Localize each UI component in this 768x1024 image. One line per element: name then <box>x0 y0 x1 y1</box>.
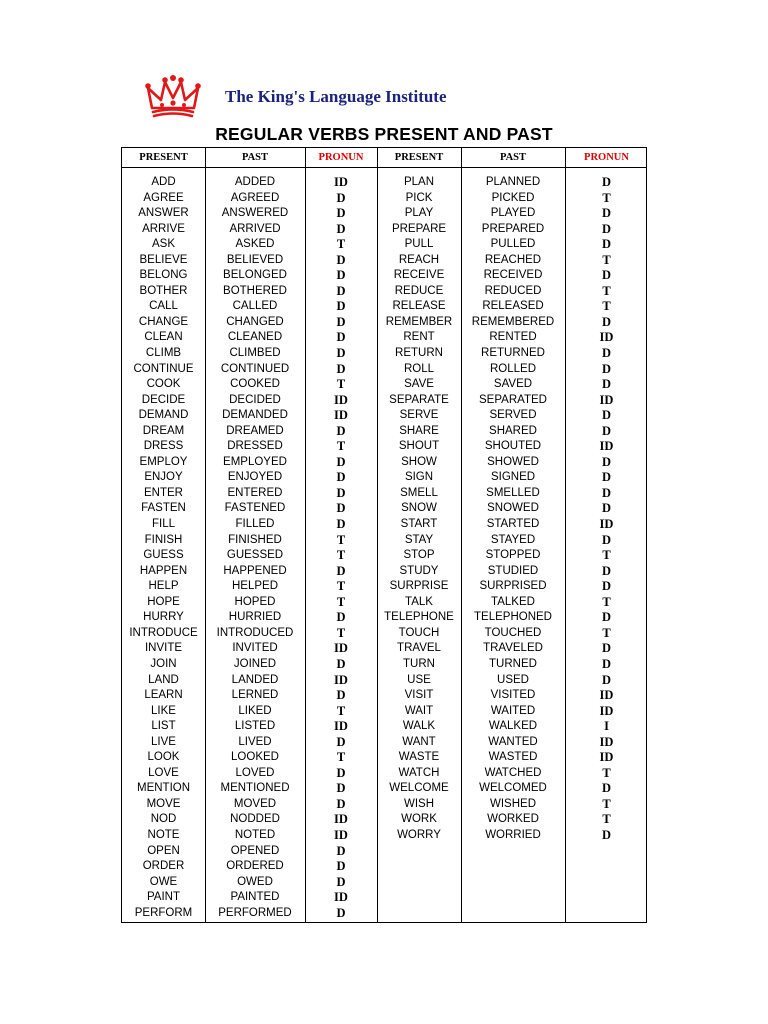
pronun-cell: D <box>601 563 612 578</box>
present-cell: INTRODUCE <box>129 626 198 639</box>
pronun-cell: D <box>601 781 612 796</box>
pronun-cell: ID <box>334 392 348 407</box>
pronun-cell: T <box>336 625 346 640</box>
past-cell: AGREED <box>230 191 280 204</box>
past-cell: TURNED <box>489 657 537 670</box>
past-cell: USED <box>497 673 529 686</box>
past-cell: BELIEVED <box>226 253 284 266</box>
pronun-cell: T <box>336 594 346 609</box>
pronun-cell: T <box>602 594 611 609</box>
past-cell: STOPPED <box>485 549 541 562</box>
past-cell: SHOWED <box>487 455 539 468</box>
present-cell: MENTION <box>136 782 191 795</box>
pronun-cell: D <box>336 610 346 625</box>
pronun-cell: ID <box>334 827 348 842</box>
past-cell: ROLLED <box>489 362 537 375</box>
header <box>140 70 560 120</box>
column-past-right <box>461 175 565 844</box>
pronun-cell: D <box>601 237 612 252</box>
present-cell: TRAVEL <box>397 642 441 655</box>
present-cell: BOTHER <box>139 284 188 297</box>
pronun-cell: ID <box>599 392 614 407</box>
present-cell: DREAM <box>142 424 185 437</box>
past-cell: COOKED <box>230 378 280 391</box>
present-cell: DRESS <box>143 440 184 453</box>
past-cell: STUDIED <box>487 564 539 577</box>
institute-name: The King's Language Institute <box>225 87 447 106</box>
pronun-cell: D <box>601 377 612 392</box>
pronun-cell: T <box>336 703 346 718</box>
pronun-cell: T <box>602 765 611 780</box>
header-present-left: PRESENT <box>139 152 188 163</box>
present-cell: GUESS <box>143 549 184 562</box>
pronun-cell: D <box>336 206 346 221</box>
past-cell: EMPLOYED <box>223 455 287 468</box>
present-cell: BELIEVE <box>139 253 188 266</box>
pronun-cell: T <box>336 237 346 252</box>
present-cell: NOTE <box>147 828 180 841</box>
past-cell: TELEPHONED <box>474 611 552 624</box>
past-cell: LIVED <box>238 735 272 748</box>
past-cell: OWED <box>237 875 273 888</box>
present-cell: PULL <box>404 238 434 251</box>
past-cell: CALLED <box>232 300 278 313</box>
present-cell: ORDER <box>142 860 185 873</box>
pronun-cell: D <box>601 641 612 656</box>
pronun-cell: D <box>601 361 612 376</box>
pronun-cell: D <box>336 190 346 205</box>
past-cell: RECEIVED <box>483 269 543 282</box>
past-cell: PERFORMED <box>218 906 292 919</box>
pronun-cell: ID <box>599 750 614 765</box>
pronun-cell: D <box>601 346 612 361</box>
column-past-left <box>205 175 305 921</box>
header-past-right: PAST <box>499 152 527 163</box>
past-cell: RETURNED <box>481 347 545 360</box>
present-cell: VISIT <box>404 689 434 702</box>
pronun-cell: T <box>602 625 611 640</box>
past-cell: NODDED <box>230 813 280 826</box>
present-cell: WASTE <box>398 751 440 764</box>
pronun-cell: D <box>601 579 612 594</box>
past-cell: RENTED <box>489 331 537 344</box>
pronun-cell: D <box>336 361 346 376</box>
past-cell: GUESSED <box>226 549 284 562</box>
column-pronun-right <box>565 175 648 844</box>
header-pronun-left: PRONUN <box>318 152 364 163</box>
present-cell: DEMAND <box>138 409 189 422</box>
present-cell: SURPRISE <box>389 580 449 593</box>
present-cell: ENJOY <box>144 471 183 484</box>
present-cell: HOPE <box>147 595 180 608</box>
present-cell: SNOW <box>401 502 437 515</box>
past-cell: STARTED <box>486 518 540 531</box>
past-cell: SAVED <box>493 378 533 391</box>
present-cell: DECIDE <box>141 393 186 406</box>
present-cell: TURN <box>403 657 435 670</box>
past-cell: RELEASED <box>482 300 544 313</box>
past-cell: WELCOMED <box>479 782 547 795</box>
pronun-cell: ID <box>334 812 348 827</box>
pronun-cell: T <box>602 252 611 267</box>
past-cell: WISHED <box>490 797 536 810</box>
pronun-cell: D <box>336 314 346 329</box>
present-cell: COOK <box>146 378 181 391</box>
past-cell: VISITED <box>490 689 536 702</box>
past-cell: NOTED <box>234 828 276 841</box>
present-cell: ASK <box>151 238 175 251</box>
past-cell: ANSWERED <box>221 207 289 220</box>
pronun-cell: T <box>336 750 346 765</box>
pronun-cell: D <box>336 796 346 811</box>
pronun-cell: T <box>602 812 611 827</box>
present-cell: JOIN <box>150 657 177 670</box>
past-cell: LOVED <box>235 766 275 779</box>
present-cell: FILL <box>151 518 175 531</box>
present-cell: SHOW <box>401 455 437 468</box>
present-cell: CLIMB <box>145 347 182 360</box>
present-cell: ARRIVE <box>142 222 185 235</box>
past-cell: WAITED <box>490 704 536 717</box>
present-cell: HAPPEN <box>139 564 188 577</box>
pronun-cell: D <box>601 485 612 500</box>
past-cell: CLIMBED <box>229 347 281 360</box>
pronun-cell: D <box>336 346 346 361</box>
pronun-cell: ID <box>334 890 348 905</box>
pronun-cell: ID <box>599 688 614 703</box>
past-cell: LISTED <box>234 720 276 733</box>
present-cell: STOP <box>403 549 435 562</box>
pronun-cell: D <box>336 859 346 874</box>
past-cell: LANDED <box>231 673 279 686</box>
past-cell: LOOKED <box>231 751 279 764</box>
present-cell: SAVE <box>404 378 434 391</box>
pronun-cell: T <box>602 548 611 563</box>
present-cell: REDUCE <box>394 284 444 297</box>
pronun-cell: ID <box>334 175 348 189</box>
present-cell: EMPLOY <box>139 455 188 468</box>
present-cell: BELONG <box>139 269 188 282</box>
present-cell: WORRY <box>397 828 441 841</box>
present-cell: LOOK <box>147 751 180 764</box>
pronun-cell: D <box>336 501 346 516</box>
present-cell: TELEPHONE <box>384 611 454 624</box>
present-cell: RETURN <box>395 347 443 360</box>
pronun-cell: D <box>601 454 612 469</box>
present-cell: PLAN <box>403 176 435 188</box>
past-cell: STAYED <box>490 533 536 546</box>
past-cell: DEMANDED <box>222 409 288 422</box>
pronun-cell: ID <box>599 517 614 532</box>
past-cell: CHANGED <box>226 315 284 328</box>
past-cell: DRESSED <box>227 440 283 453</box>
past-cell: CONTINUED <box>220 362 290 375</box>
past-cell: ARRIVED <box>229 222 281 235</box>
pronun-cell: D <box>336 517 346 532</box>
present-cell: LAND <box>148 673 179 686</box>
pronun-cell: ID <box>599 734 614 749</box>
past-cell: DREAMED <box>226 424 284 437</box>
past-cell: WATCHED <box>484 766 542 779</box>
verbs-table <box>121 147 647 923</box>
crown-logo-icon <box>144 74 202 120</box>
header-pronun-right: PRONUN <box>584 152 629 163</box>
present-cell: RENT <box>403 331 435 344</box>
past-cell: ENJOYED <box>227 471 283 484</box>
pronun-cell: D <box>336 423 346 438</box>
past-cell: REMEMBERED <box>471 315 555 328</box>
present-cell: REACH <box>398 253 440 266</box>
pronun-cell: D <box>601 827 612 842</box>
pronun-cell: D <box>336 485 346 500</box>
pronun-cell: ID <box>599 439 614 454</box>
past-cell: ENTERED <box>227 486 283 499</box>
column-present-left <box>122 175 205 921</box>
column-present-right <box>377 175 461 844</box>
header-past-left: PAST <box>241 152 269 163</box>
present-cell: CLEAN <box>144 331 183 344</box>
past-cell: PULLED <box>490 238 536 251</box>
past-cell: FILLED <box>235 518 275 531</box>
present-cell: REMEMBER <box>385 315 453 328</box>
past-cell: DECIDED <box>229 393 281 406</box>
header-divider <box>122 167 646 168</box>
pronun-cell: D <box>336 734 346 749</box>
present-cell: SMELL <box>400 486 438 499</box>
pronun-cell: D <box>336 330 346 345</box>
pronun-cell: D <box>601 408 612 423</box>
pronun-cell: D <box>336 268 346 283</box>
past-cell: INTRODUCED <box>216 626 294 639</box>
past-cell: MOVED <box>233 797 277 810</box>
past-cell: SHARED <box>489 424 537 437</box>
pronun-cell: D <box>601 672 612 687</box>
pronun-cell: D <box>336 781 346 796</box>
past-cell: ASKED <box>235 238 275 251</box>
past-cell: SERVED <box>489 409 537 422</box>
past-cell: JOINED <box>233 657 277 670</box>
present-cell: RELEASE <box>392 300 446 313</box>
past-cell: ORDERED <box>226 860 284 873</box>
past-cell: PAINTED <box>230 891 280 904</box>
pronun-cell: D <box>601 314 612 329</box>
past-cell: WORRIED <box>485 828 541 841</box>
present-cell: LOVE <box>148 766 179 779</box>
pronun-cell: T <box>602 190 611 205</box>
present-cell: SERVE <box>399 409 439 422</box>
pronun-cell: D <box>336 470 346 485</box>
present-cell: WANT <box>402 735 436 748</box>
present-cell: LIKE <box>151 704 176 717</box>
pronun-cell: I <box>604 719 609 734</box>
pronun-cell: D <box>336 874 346 889</box>
pronun-cell: D <box>601 470 612 485</box>
pronun-cell: T <box>602 796 611 811</box>
past-cell: SURPRISED <box>479 580 547 593</box>
past-cell: LIKED <box>238 704 272 717</box>
past-cell: CLEANED <box>227 331 283 344</box>
column-pronun-left <box>305 175 377 921</box>
present-cell: ANSWER <box>138 207 189 220</box>
present-cell: LIST <box>151 720 176 733</box>
present-cell: LEARN <box>144 689 183 702</box>
past-cell: TRAVELED <box>483 642 543 655</box>
present-cell: WELCOME <box>389 782 449 795</box>
present-cell: FASTEN <box>141 502 186 515</box>
present-cell: SIGN <box>404 471 434 484</box>
page-title: REGULAR VERBS PRESENT AND PAST <box>215 124 553 144</box>
pronun-cell: ID <box>334 408 348 423</box>
past-cell: ADDED <box>234 176 276 188</box>
past-cell: FINISHED <box>228 533 282 546</box>
pronun-cell: T <box>602 283 611 298</box>
past-cell: HURRIED <box>228 611 282 624</box>
pronun-cell: T <box>336 579 346 594</box>
pronun-cell: ID <box>334 672 348 687</box>
pronun-cell: ID <box>599 703 614 718</box>
pronun-cell: D <box>601 175 612 189</box>
present-cell: WATCH <box>398 766 440 779</box>
present-cell: NOD <box>150 813 177 826</box>
past-cell: REDUCED <box>484 284 542 297</box>
present-cell: AGREE <box>143 191 184 204</box>
present-cell: STUDY <box>399 564 439 577</box>
pronun-cell: D <box>336 905 346 920</box>
past-cell: MENTIONED <box>220 782 290 795</box>
pronun-cell: ID <box>334 641 348 656</box>
past-cell: HAPPENED <box>223 564 287 577</box>
pronun-cell: D <box>601 532 612 547</box>
past-cell: OPENED <box>230 844 280 857</box>
past-cell: REACHED <box>484 253 542 266</box>
present-cell: OPEN <box>147 844 180 857</box>
present-cell: CHANGE <box>138 315 189 328</box>
past-cell: WALKED <box>488 720 538 733</box>
past-cell: WORKED <box>487 813 539 826</box>
pronun-cell: D <box>601 206 612 221</box>
present-cell: CONTINUE <box>133 362 194 375</box>
present-cell: INVITE <box>144 642 183 655</box>
past-cell: PLANNED <box>485 176 541 188</box>
present-cell: PLAY <box>404 207 434 220</box>
pronun-cell: D <box>336 765 346 780</box>
present-cell: TALK <box>405 595 433 608</box>
present-cell: USE <box>407 673 431 686</box>
past-cell: WASTED <box>488 751 538 764</box>
present-cell: STAY <box>404 533 434 546</box>
pronun-cell: T <box>336 377 346 392</box>
pronun-cell: D <box>601 423 612 438</box>
present-cell: SHARE <box>399 424 439 437</box>
present-cell: PICK <box>405 191 433 204</box>
past-cell: INVITED <box>232 642 278 655</box>
present-cell: START <box>400 518 438 531</box>
past-cell: PICKED <box>491 191 535 204</box>
pronun-cell: D <box>601 221 612 236</box>
present-cell: PREPARE <box>391 222 447 235</box>
past-cell: PLAYED <box>490 207 536 220</box>
present-cell: WAIT <box>404 704 434 717</box>
present-cell: WISH <box>403 797 435 810</box>
past-cell: SEPARATED <box>479 393 547 406</box>
pronun-cell: D <box>336 656 346 671</box>
present-cell: HELP <box>148 580 179 593</box>
pronun-cell: D <box>336 843 346 858</box>
past-cell: FASTENED <box>224 502 286 515</box>
past-cell: HELPED <box>231 580 279 593</box>
pronun-cell: T <box>602 299 611 314</box>
present-cell: CALL <box>149 300 178 313</box>
present-cell: ADD <box>151 176 176 188</box>
present-cell: FINISH <box>144 533 183 546</box>
pronun-cell: T <box>336 532 346 547</box>
present-cell: MOVE <box>146 797 181 810</box>
past-cell: BOTHERED <box>223 284 287 297</box>
pronun-cell: D <box>336 688 346 703</box>
present-cell: ENTER <box>144 486 183 499</box>
past-cell: SMELLED <box>486 486 540 499</box>
pronun-cell: D <box>601 656 612 671</box>
pronun-cell: D <box>336 299 346 314</box>
present-cell: RECEIVE <box>393 269 445 282</box>
pronun-cell: D <box>601 610 612 625</box>
pronun-cell: D <box>336 563 346 578</box>
pronun-cell: D <box>601 501 612 516</box>
present-cell: LIVE <box>151 735 176 748</box>
present-cell: TOUCH <box>398 626 440 639</box>
past-cell: BELONGED <box>223 269 287 282</box>
pronun-cell: D <box>336 454 346 469</box>
pronun-cell: ID <box>599 330 614 345</box>
present-cell: OWE <box>149 875 178 888</box>
past-cell: SIGNED <box>490 471 536 484</box>
present-cell: HURRY <box>143 611 184 624</box>
pronun-cell: T <box>336 439 346 454</box>
pronun-cell: T <box>336 548 346 563</box>
header-present-right: PRESENT <box>394 152 444 163</box>
present-cell: PAINT <box>146 891 180 904</box>
pronun-cell: D <box>336 221 346 236</box>
present-cell: ROLL <box>403 362 435 375</box>
pronun-cell: ID <box>334 719 348 734</box>
present-cell: SEPARATE <box>389 393 449 406</box>
present-cell: SHOUT <box>398 440 440 453</box>
past-cell: TOUCHED <box>484 626 542 639</box>
past-cell: SNOWED <box>487 502 539 515</box>
present-cell: PERFORM <box>134 906 193 919</box>
present-cell: WORK <box>401 813 437 826</box>
past-cell: TALKED <box>491 595 535 608</box>
pronun-cell: D <box>601 268 612 283</box>
past-cell: LERNED <box>231 689 279 702</box>
past-cell: WANTED <box>488 735 538 748</box>
present-cell: WALK <box>402 720 436 733</box>
past-cell: HOPED <box>234 595 276 608</box>
pronun-cell: D <box>336 252 346 267</box>
past-cell: SHOUTED <box>484 440 542 453</box>
past-cell: PREPARED <box>481 222 545 235</box>
pronun-cell: D <box>336 283 346 298</box>
